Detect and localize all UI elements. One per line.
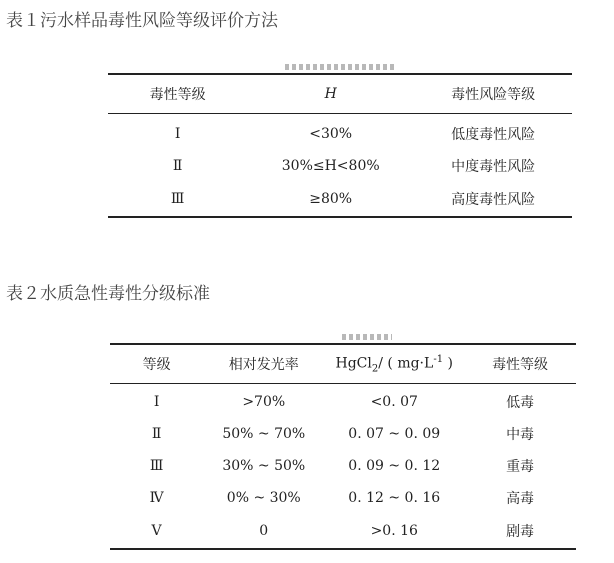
table-cell: 高度毒性风险: [414, 182, 572, 217]
table-cell: >0. 16: [324, 514, 464, 549]
table-row: [110, 418, 576, 450]
table-cell: Ⅲ: [149, 458, 164, 474]
table-cell: <0. 07: [370, 394, 418, 410]
table-cell: 30%≤H<80%: [281, 158, 380, 174]
table-cell: ≥80%: [247, 182, 414, 217]
table-cell: 高毒: [506, 491, 535, 507]
table-cell: Ⅱ: [172, 158, 183, 174]
table-cell: 中毒: [506, 427, 535, 443]
table-cell: 0. 09 ~ 0. 12: [348, 458, 441, 474]
acute-toxicity-table: [110, 343, 576, 550]
table-cell: 0: [203, 514, 324, 549]
table-row: [108, 182, 572, 217]
header-cell: H: [247, 74, 414, 114]
table-cell: 低毒: [506, 395, 535, 411]
header-cell: 相对发光率: [203, 344, 324, 384]
table-cell: 50% ~ 70%: [222, 426, 306, 442]
toxicity-risk-table: [108, 73, 572, 218]
table-cell: 0. 07 ~ 0. 09: [348, 426, 441, 442]
header-cell: 毒性风险等级: [414, 74, 572, 114]
table-cell: 中度毒性风险: [451, 159, 536, 175]
header-cell: 等级: [110, 344, 203, 384]
table-row: [110, 482, 576, 514]
table-cell: Ⅲ: [108, 182, 247, 217]
table-row: [110, 450, 576, 482]
table-row: [108, 150, 572, 182]
table-row: [110, 384, 576, 419]
table1-caption: 表１污水样品毒性风险等级评价方法: [6, 11, 278, 31]
table-header-row: [108, 74, 572, 114]
table-row: [110, 514, 576, 549]
table-cell: 剧毒: [464, 514, 576, 549]
table-cell: Ⅱ: [151, 426, 162, 442]
table-cell: 低度毒性风险: [451, 127, 536, 143]
table-cell: <30%: [309, 126, 353, 142]
table-header-row: [110, 344, 576, 384]
table-cell: 0% ~ 30%: [226, 490, 301, 506]
cropped-text-fragment: [285, 64, 395, 70]
table-cell: >70%: [242, 394, 286, 410]
header-cell: 毒性等级: [464, 344, 576, 384]
cropped-text-fragment: [342, 334, 392, 340]
table-cell: 重毒: [506, 459, 535, 475]
table-cell: Ⅰ: [153, 394, 160, 410]
table-cell: 30% ~ 50%: [222, 458, 306, 474]
table-cell: Ⅰ: [174, 126, 181, 142]
table2-caption: 表２水质急性毒性分级标准: [6, 284, 210, 304]
header-cell-hgcl2: HgCl$_2$/ ( $mg\cdot L^{-1}$ ): [324, 344, 464, 384]
table-cell: 0. 12 ~ 0. 16: [348, 490, 441, 506]
table-cell: Ⅴ: [110, 514, 203, 549]
header-cell: 毒性等级: [108, 74, 247, 114]
table-row: [108, 114, 572, 151]
table-cell: Ⅳ: [149, 490, 164, 506]
